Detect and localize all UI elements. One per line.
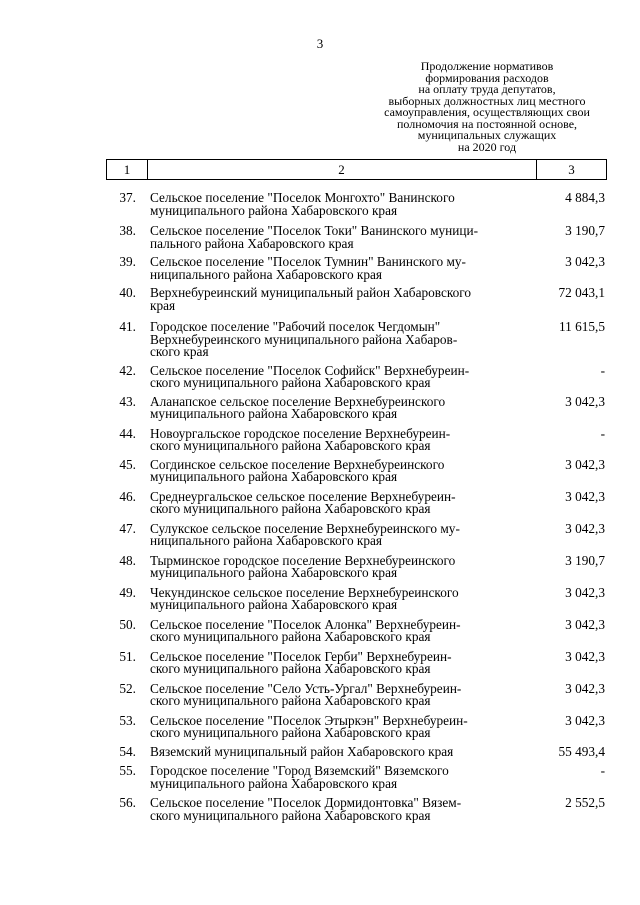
row-value: 3 042,3 (565, 520, 605, 536)
row-name (150, 393, 522, 421)
row-name (150, 425, 522, 453)
row-value: 3 190,7 (565, 223, 605, 238)
header-column-3: 3 (568, 162, 575, 177)
table-row (106, 584, 607, 612)
row-name-line: ского муниципального района Хабаровского края (150, 661, 431, 676)
row-number: 41. (119, 319, 136, 334)
table-row (106, 393, 607, 421)
row-name-line: муниципального района Хабаровского края (150, 202, 398, 218)
row-value: 3 042,3 (565, 254, 605, 269)
table-row (106, 797, 607, 822)
row-value: 3 042,3 (565, 712, 605, 728)
row-name-line: ского муниципального района Хабаровского края (150, 807, 431, 823)
caption-line: на 2020 год (457, 139, 517, 154)
row-number: 51. (119, 648, 136, 664)
row-name-line: ского края (150, 344, 209, 359)
row-name-line: Сельское поселение "Поселок Монгохто" Ванинского (150, 190, 455, 205)
row-name-line: пального района Хабаровского края (150, 235, 354, 251)
row-number: 44. (119, 425, 136, 441)
table-row (106, 425, 607, 453)
row-name (150, 743, 522, 759)
caption-line: выборных должностных лиц местного (388, 93, 586, 108)
header-column-1: 1 (107, 160, 148, 179)
row-name-line: ского муниципального района Хабаровского края (150, 438, 431, 453)
row-number: 39. (119, 254, 136, 269)
row-name-line: Сельское поселение "Поселок Герби" Верхнебуреин- (150, 648, 452, 664)
table-row (106, 362, 607, 390)
table-row (106, 520, 607, 548)
row-name-line: Вяземский муниципальный район Хабаровского края (150, 743, 454, 759)
row-name-line: ниципального района Хабаровского края (150, 266, 383, 282)
row-value: 3 042,3 (565, 584, 605, 600)
row-value: - (600, 362, 605, 378)
table-row (106, 712, 607, 740)
table-row (106, 616, 607, 644)
row-number: 53. (119, 712, 136, 728)
row-name-line: Тырминское городское поселение Верхнебуреинского (150, 552, 456, 568)
row-name-line: ского муниципального района Хабаровского края (150, 375, 431, 390)
caption-line: муниципальных служащих (417, 128, 557, 142)
row-name (150, 765, 522, 790)
row-number: 38. (119, 223, 136, 238)
row-name-line: Чекундинское сельское поселение Верхнебуреинского (150, 584, 459, 600)
row-name-line: Сельское поселение "Поселок Этыркэн" Верхнебуреин- (150, 712, 468, 728)
row-number: 46. (119, 488, 136, 504)
row-name (150, 648, 522, 676)
row-name (150, 225, 522, 250)
row-number: 45. (119, 456, 136, 472)
table-row (106, 648, 607, 676)
row-number: 56. (119, 795, 136, 810)
table-row (106, 456, 607, 484)
row-name (150, 680, 522, 708)
row-name (150, 616, 522, 644)
row-name-line: Сельское поселение "Поселок Тумнин" Ванинского му- (150, 254, 466, 269)
caption-line: самоуправления, осуществляющих свои (384, 105, 590, 119)
row-number: 47. (119, 520, 136, 536)
row-name-line: Согдинское сельское поселение Верхнебуреинского (150, 456, 445, 472)
row-name (150, 456, 522, 484)
table-row (106, 488, 607, 516)
table-row (106, 225, 607, 250)
row-value: 3 042,3 (565, 616, 605, 632)
page-number: 3 (316, 36, 324, 51)
table-body (106, 185, 607, 822)
row-name-line: Сельское поселение "Поселок Дормидонтовка" Вязем- (150, 795, 462, 810)
row-name-line: Новоургальское городское поселение Верхнебуреин- (150, 425, 451, 441)
row-name-line: Сельское поселение "Поселок Софийск" Верхнебуреин- (150, 362, 470, 378)
row-name-line: ского муниципального района Хабаровского края (150, 629, 431, 644)
row-number: 55. (119, 763, 136, 778)
row-name-line: ского муниципального района Хабаровского края (150, 693, 431, 708)
row-value: - (600, 425, 605, 441)
row-name-line: муниципального района Хабаровского края (150, 565, 398, 580)
header-column-2: 2 (147, 160, 537, 179)
row-name-line: муниципального района Хабаровского края (150, 597, 398, 612)
row-value: 3 042,3 (565, 456, 605, 472)
row-name-line: Городское поселение "Рабочий поселок Чегдомын" (150, 319, 441, 334)
row-name-line: ского муниципального района Хабаровского края (150, 725, 431, 740)
row-name-line: края (150, 297, 176, 313)
table-row (106, 321, 607, 359)
row-value: 3 042,3 (565, 393, 605, 409)
row-number: 50. (119, 616, 136, 632)
row-name (150, 287, 522, 312)
row-name (150, 520, 522, 548)
row-value: 11 615,5 (558, 319, 605, 334)
row-number: 42. (119, 362, 136, 378)
row-name-line: ниципального района Хабаровского края (150, 533, 383, 548)
row-name (150, 256, 522, 281)
caption-line: Продолжение нормативов (420, 59, 554, 73)
row-number: 43. (119, 393, 136, 409)
caption-line: на оплату труда депутатов, (418, 82, 556, 96)
row-name (150, 712, 522, 740)
row-name-line: Сельское поселение "Поселок Токи" Ванинского муници- (150, 223, 479, 238)
row-value: - (600, 763, 605, 778)
row-value: 72 043,1 (558, 285, 605, 300)
row-name (150, 192, 522, 217)
row-number: 40. (119, 285, 136, 300)
row-value: 3 042,3 (565, 648, 605, 664)
row-value: 55 493,4 (558, 743, 605, 759)
row-name-line: Сельское поселение "Село Усть-Ургал" Верхнебуреин- (150, 680, 462, 696)
table-row (106, 743, 607, 759)
table-row (106, 680, 607, 708)
row-name-line: Верхнебуреинский муниципальный район Хабаровского (150, 285, 472, 300)
row-name-line: муниципального района Хабаровского края (150, 775, 398, 791)
row-name (150, 584, 522, 612)
row-number: 54. (119, 743, 136, 759)
row-number: 49. (119, 584, 136, 600)
row-value: 3 042,3 (565, 488, 605, 504)
row-value: 4 884,3 (565, 190, 605, 205)
table-row (106, 765, 607, 790)
caption-line: формирования расходов (425, 70, 549, 85)
row-name-line: ского муниципального района Хабаровского края (150, 501, 431, 516)
caption-line: полномочия на постоянной основе, (396, 116, 578, 131)
row-number: 37. (119, 190, 136, 205)
table-caption (362, 61, 612, 153)
row-name-line: Аланапское сельское поселение Верхнебуреинского (150, 393, 446, 409)
row-name (150, 488, 522, 516)
row-name-line: Сулукское сельское поселение Верхнебуреинского му- (150, 520, 460, 536)
table-row (106, 287, 607, 312)
row-name-line: Городское поселение "Город Вяземский" Вяземского (150, 763, 449, 778)
row-name-line: Сельское поселение "Поселок Алонка" Верхнебуреин- (150, 616, 461, 632)
row-number: 52. (119, 680, 136, 696)
row-value: 2 552,5 (565, 795, 605, 810)
row-name-line: Среднеургальское сельское поселение Верхнебуреин- (150, 488, 456, 504)
row-number: 48. (119, 552, 136, 568)
row-name (150, 362, 522, 390)
row-name-line: Верхнебуреинского муниципального района Хабаров- (150, 331, 458, 347)
table-row (106, 256, 607, 281)
row-value: 3 190,7 (565, 552, 605, 568)
row-name-line: муниципального района Хабаровского края (150, 406, 398, 421)
table-header (106, 159, 607, 180)
row-value: 3 042,3 (565, 680, 605, 696)
row-name (150, 552, 522, 580)
table-row (106, 192, 607, 217)
row-name (150, 321, 522, 359)
row-name (150, 797, 522, 822)
row-name-line: муниципального района Хабаровского края (150, 469, 398, 484)
table-row (106, 552, 607, 580)
